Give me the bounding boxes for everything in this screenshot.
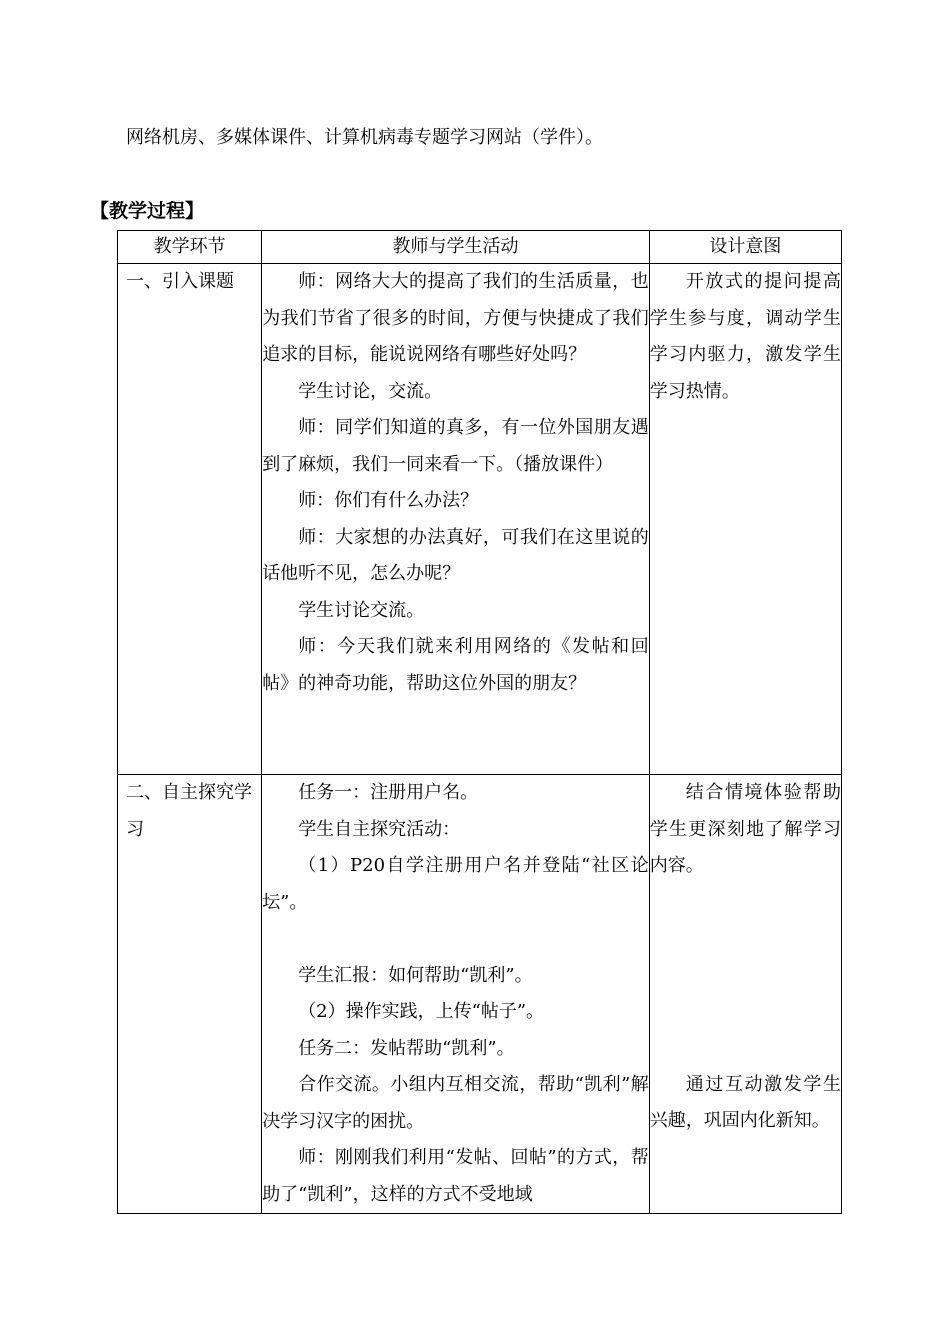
activity-paragraph: 任务一：注册用户名。 [298,782,479,803]
activities-cell [262,775,650,1214]
activity-paragraph: 师：你们有什么办法？ [298,490,479,511]
activity-paragraph: 合作交流。小组内互相交流，帮助“凯利”解决学习汉字的困扰。 [262,1074,649,1132]
activity-paragraph: （1）P20自学注册用户名并登陆“社区论坛”。 [262,855,649,913]
section-title: 【教学过程】 [90,200,205,222]
activity-paragraph: 学生讨论，交流。 [298,380,443,402]
lesson-table [117,230,842,1214]
intro-text: 网络机房、多媒体课件、计算机病毒专题学习网站（学件）。 [126,127,603,148]
activity-paragraph: 任务二：发帖帮助“凯利”。 [298,1037,515,1059]
activities-cell [262,264,650,775]
intent-paragraph: 结合情境体验帮助学生更深刻地了解学习内容。 [649,782,841,876]
intent-cell [649,775,841,1214]
intent-paragraph: 通过互动激发学生兴趣，巩固内化新知。 [649,1073,841,1131]
activity-paragraph: 师：大家想的办法真好，可我们在这里说的话他听不见，怎么办呢？ [262,526,649,584]
intent-paragraph: 开放式的提问提高学生参与度，调动学生学习内驱力，激发学生学习热情。 [649,271,841,402]
table-row [118,775,842,1214]
activity-paragraph: 师：刚刚我们利用“发帖、回帖”的方式，帮助了“凯利”，这样的方式不受地域 [262,1147,649,1205]
intent-cell [649,264,841,775]
activity-paragraph: 学生讨论交流。 [298,599,425,621]
table-header-row [118,231,842,264]
stage-label: 一、引入课题 [126,271,234,292]
activity-paragraph: （2）操作实践，上传“帖子”。 [298,1001,545,1022]
activity-paragraph: 学生自主探究活动： [298,818,461,840]
stage-label: 二、自主探究学习 [126,782,252,840]
activity-paragraph: 学生汇报：如何帮助“凯利”。 [298,964,533,986]
header-stage: 教学环节 [118,231,262,264]
intent-spacer [650,885,841,1067]
activity-paragraph: 师：同学们知道的真多，有一位外国朋友遇到了麻烦，我们一同来看一下。（播放课件） [262,417,649,475]
stage-cell [118,264,262,775]
header-activities: 教师与学生活动 [262,231,650,264]
activity-paragraph: 师：今天我们就来利用网络的《发帖和回帖》的神奇功能，帮助这位外国的朋友？ [262,636,649,694]
stage-cell [118,775,262,1214]
header-intent: 设计意图 [649,231,841,264]
blank-line [262,921,649,958]
activity-paragraph: 师：网络大大的提高了我们的生活质量，也为我们节省了很多的时间，方便与快捷成了我们追求的目标，能说说网络有哪些好处吗？ [262,271,649,365]
table-row [118,264,842,775]
